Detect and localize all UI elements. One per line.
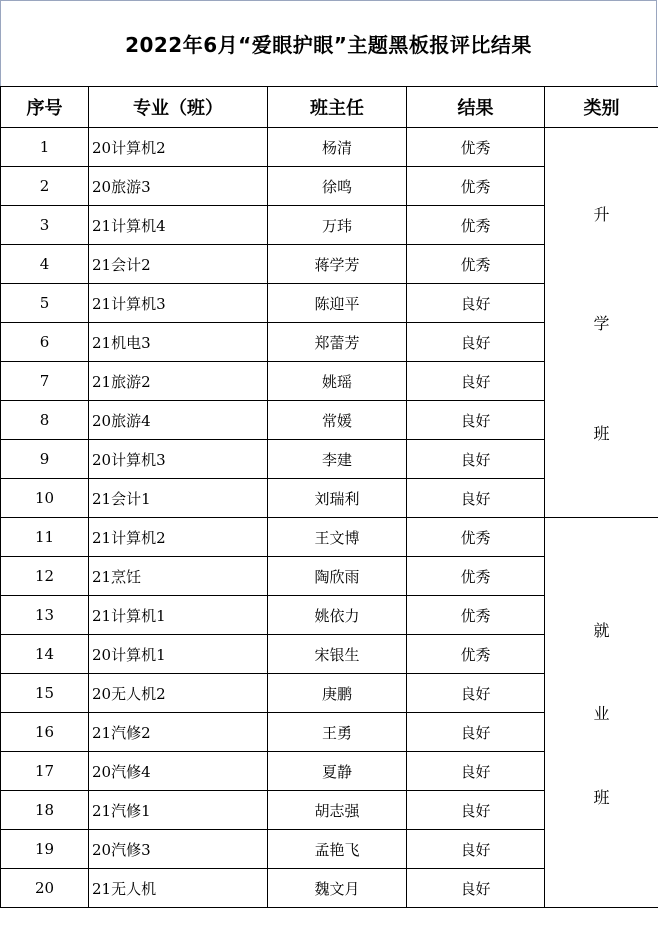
cell-major: 20汽修3 — [89, 830, 268, 869]
cell-major: 20计算机3 — [89, 440, 268, 479]
cell-result: 良好 — [407, 401, 545, 440]
cell-major: 21计算机2 — [89, 518, 268, 557]
cell-teacher: 杨清 — [268, 128, 407, 167]
cell-teacher: 郑蕾芳 — [268, 323, 407, 362]
header-teacher: 班主任 — [268, 87, 407, 128]
cell-result: 良好 — [407, 284, 545, 323]
cell-major: 20计算机2 — [89, 128, 268, 167]
cell-seq: 16 — [1, 713, 89, 752]
cell-result: 良好 — [407, 869, 545, 908]
cell-teacher: 姚瑶 — [268, 362, 407, 401]
cell-seq: 8 — [1, 401, 89, 440]
cell-seq: 14 — [1, 635, 89, 674]
results-table — [0, 86, 658, 908]
cell-major: 21烹饪 — [89, 557, 268, 596]
cell-seq: 9 — [1, 440, 89, 479]
cell-seq: 20 — [1, 869, 89, 908]
cell-major: 21计算机3 — [89, 284, 268, 323]
category-cell-jiuye — [545, 518, 658, 908]
cell-result: 优秀 — [407, 167, 545, 206]
cell-seq: 13 — [1, 596, 89, 635]
cell-result: 优秀 — [407, 206, 545, 245]
cell-seq: 11 — [1, 518, 89, 557]
cell-result: 优秀 — [407, 596, 545, 635]
cell-teacher: 陈迎平 — [268, 284, 407, 323]
cell-teacher: 陶欣雨 — [268, 557, 407, 596]
cell-teacher: 万玮 — [268, 206, 407, 245]
cell-major: 20无人机2 — [89, 674, 268, 713]
cell-teacher: 夏静 — [268, 752, 407, 791]
cell-major: 20汽修4 — [89, 752, 268, 791]
cell-seq: 3 — [1, 206, 89, 245]
cell-result: 良好 — [407, 674, 545, 713]
category-char: 升 — [593, 204, 610, 224]
cell-result: 优秀 — [407, 635, 545, 674]
cell-teacher: 王文博 — [268, 518, 407, 557]
cell-teacher: 胡志强 — [268, 791, 407, 830]
cell-seq: 2 — [1, 167, 89, 206]
document-title: 2022年6月“爱眼护眼”主题黑板报评比结果 — [125, 33, 532, 57]
cell-result: 良好 — [407, 440, 545, 479]
table-row — [1, 128, 658, 167]
cell-major: 21会计1 — [89, 479, 268, 518]
cell-result: 优秀 — [407, 557, 545, 596]
cell-teacher: 魏文月 — [268, 869, 407, 908]
cell-result: 优秀 — [407, 518, 545, 557]
cell-seq: 15 — [1, 674, 89, 713]
header-category: 类别 — [545, 87, 658, 128]
cell-major: 21机电3 — [89, 323, 268, 362]
table-body — [1, 128, 658, 908]
cell-major: 20计算机1 — [89, 635, 268, 674]
cell-result: 良好 — [407, 479, 545, 518]
title-box — [0, 0, 657, 86]
cell-teacher: 蒋学芳 — [268, 245, 407, 284]
cell-seq: 4 — [1, 245, 89, 284]
cell-major: 20旅游4 — [89, 401, 268, 440]
cell-seq: 10 — [1, 479, 89, 518]
cell-result: 优秀 — [407, 245, 545, 284]
cell-teacher: 姚依力 — [268, 596, 407, 635]
cell-result: 良好 — [407, 362, 545, 401]
category-char: 班 — [593, 787, 610, 807]
cell-result: 良好 — [407, 830, 545, 869]
category-char: 学 — [593, 314, 610, 333]
cell-major: 21会计2 — [89, 245, 268, 284]
cell-major: 21汽修2 — [89, 713, 268, 752]
category-cell-shengxue — [545, 128, 658, 518]
cell-seq: 19 — [1, 830, 89, 869]
header-major: 专业（班） — [89, 87, 268, 128]
cell-seq: 6 — [1, 323, 89, 362]
cell-seq: 17 — [1, 752, 89, 791]
cell-seq: 1 — [1, 128, 89, 167]
cell-seq: 12 — [1, 557, 89, 596]
cell-major: 20旅游3 — [89, 167, 268, 206]
header-result: 结果 — [407, 87, 545, 128]
cell-result: 良好 — [407, 752, 545, 791]
cell-seq: 7 — [1, 362, 89, 401]
cell-teacher: 李建 — [268, 440, 407, 479]
table-row — [1, 518, 658, 557]
cell-result: 优秀 — [407, 128, 545, 167]
cell-teacher: 徐鸣 — [268, 167, 407, 206]
cell-major: 21计算机1 — [89, 596, 268, 635]
cell-seq: 5 — [1, 284, 89, 323]
cell-teacher: 王勇 — [268, 713, 407, 752]
cell-teacher: 庚鹏 — [268, 674, 407, 713]
category-char: 就 — [593, 620, 610, 640]
cell-major: 21旅游2 — [89, 362, 268, 401]
cell-major: 21计算机4 — [89, 206, 268, 245]
cell-teacher: 宋银生 — [268, 635, 407, 674]
cell-teacher: 常媛 — [268, 401, 407, 440]
cell-seq: 18 — [1, 791, 89, 830]
cell-teacher: 孟艳飞 — [268, 830, 407, 869]
cell-teacher: 刘瑞利 — [268, 479, 407, 518]
cell-result: 良好 — [407, 791, 545, 830]
header-seq: 序号 — [1, 87, 89, 128]
cell-major: 21汽修1 — [89, 791, 268, 830]
cell-result: 良好 — [407, 713, 545, 752]
cell-major: 21无人机 — [89, 869, 268, 908]
category-char: 班 — [593, 423, 610, 443]
table-header-row — [1, 87, 658, 128]
category-char: 业 — [593, 704, 610, 723]
cell-result: 良好 — [407, 323, 545, 362]
